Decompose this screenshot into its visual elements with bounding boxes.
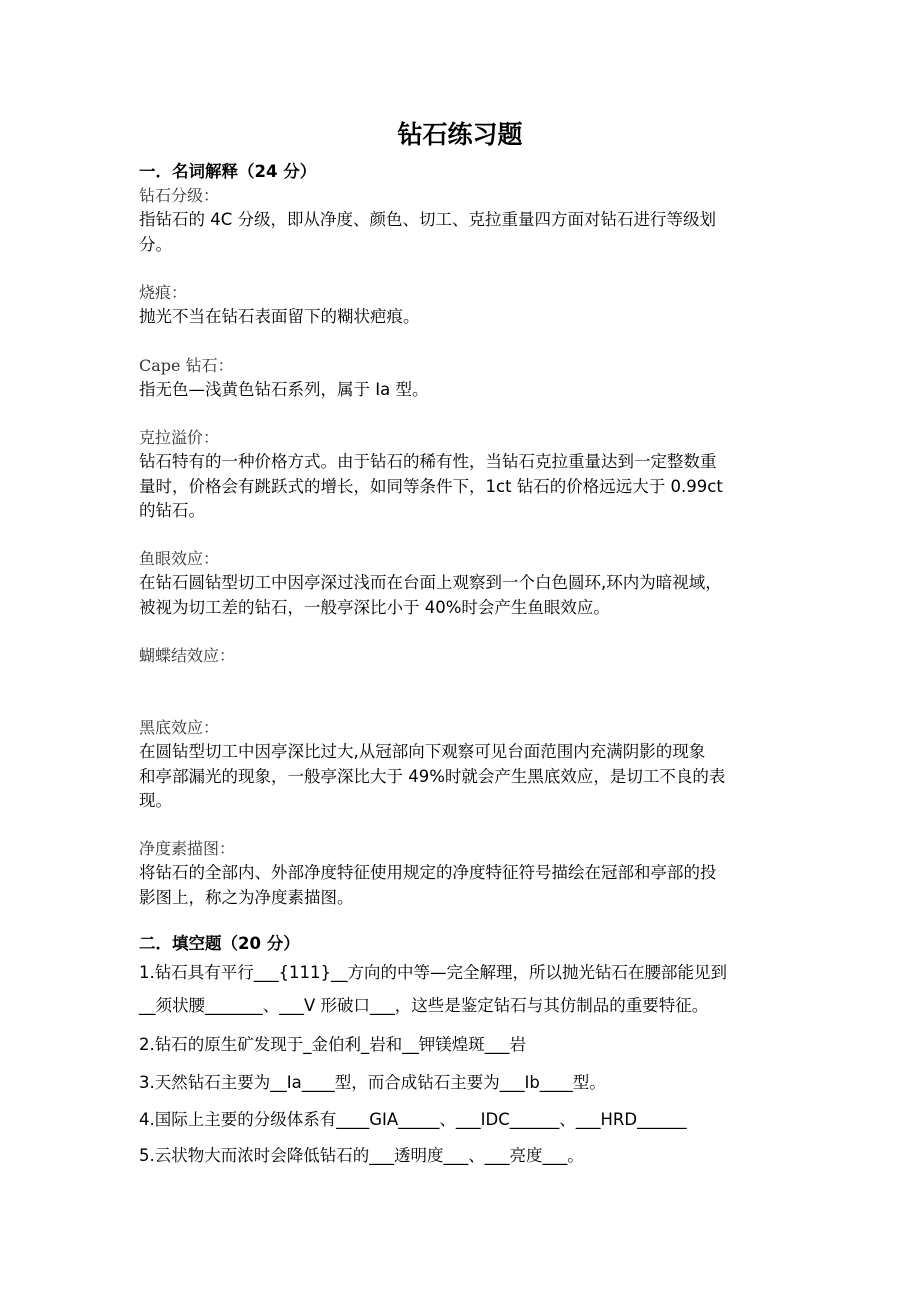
definition-line: 现。: [139, 790, 172, 810]
definition-line: 钻石特有的一种价格方式。由于钻石的稀有性，当钻石克拉重量达到一定整数重: [139, 452, 717, 472]
term-label: 烧痕：: [139, 283, 188, 302]
term-label: Cape 钻石：: [139, 356, 234, 375]
term-label: 蝴蝶结效应：: [139, 646, 236, 665]
definition-line: 分。: [139, 234, 172, 254]
definition-line: 被视为切工差的钻石，一般亭深比小于 40%时会产生鱼眼效应。: [139, 597, 610, 617]
term-label: 克拉溢价：: [139, 428, 220, 447]
term-label: 鱼眼效应：: [139, 549, 220, 568]
definition-line: 抛光不当在钻石表面留下的糊状疤痕。: [139, 307, 420, 327]
question-line: 2.钻石的原生矿发现于_金伯利_岩和__钾镁煌斑___岩: [139, 1035, 526, 1054]
term-label: 钻石分级：: [139, 186, 220, 205]
page-title: 钻石练习题: [397, 120, 523, 149]
term-label: 黑底效应：: [139, 718, 220, 737]
question-line: __须状腰_______、___V 形破口___，这些是鉴定钻石与其仿制品的重要特征。: [139, 996, 709, 1015]
question-line: 4.国际上主要的分级体系有____GIA_____、___IDC______、___HRD______: [139, 1110, 687, 1129]
definition-line: 量时，价格会有跳跃式的增长，如同等条件下，1ct 钻石的价格远远大于 0.99ct: [139, 476, 723, 496]
definition-line: 指无色—浅黄色钻石系列，属于 Ia 型。: [139, 380, 429, 400]
question-line: 1.钻石具有平行___{111}__方向的中等—完全解理，所以抛光钻石在腰部能见到: [139, 963, 727, 982]
section1-heading: 一．名词解释（24 分）: [139, 162, 317, 181]
definition-line: 指钻石的 4C 分级，即从净度、颜色、切工、克拉重量四方面对钻石进行等级划: [139, 210, 717, 230]
definition-line: 和亭部漏光的现象，一般亭深比大于 49%时就会产生黑底效应，是切工不良的表: [139, 766, 726, 786]
section2-heading: 二．填空题（20 分）: [139, 934, 300, 953]
question-line: 5.云状物大而浓时会降低钻石的___透明度___、___亮度___。: [139, 1146, 584, 1165]
question-line: 3.天然钻石主要为__Ia____型，而合成钻石主要为___Ib____型。: [139, 1073, 606, 1092]
definition-line: 在圆钻型切工中因亭深比过大,从冠部向下观察可见台面范围内充满阴影的现象: [139, 742, 706, 762]
definition-line: 影图上，称之为净度素描图。: [139, 887, 354, 907]
definition-line: 在钻石圆钻型切工中因亭深过浅而在台面上观察到一个白色圆环,环内为暗视域，: [139, 573, 722, 593]
definition-line: 的钻石。: [139, 500, 205, 520]
definition-line: 将钻石的全部内、外部净度特征使用规定的净度特征符号描绘在冠部和亭部的投: [139, 863, 717, 883]
term-label: 净度素描图：: [139, 839, 236, 858]
